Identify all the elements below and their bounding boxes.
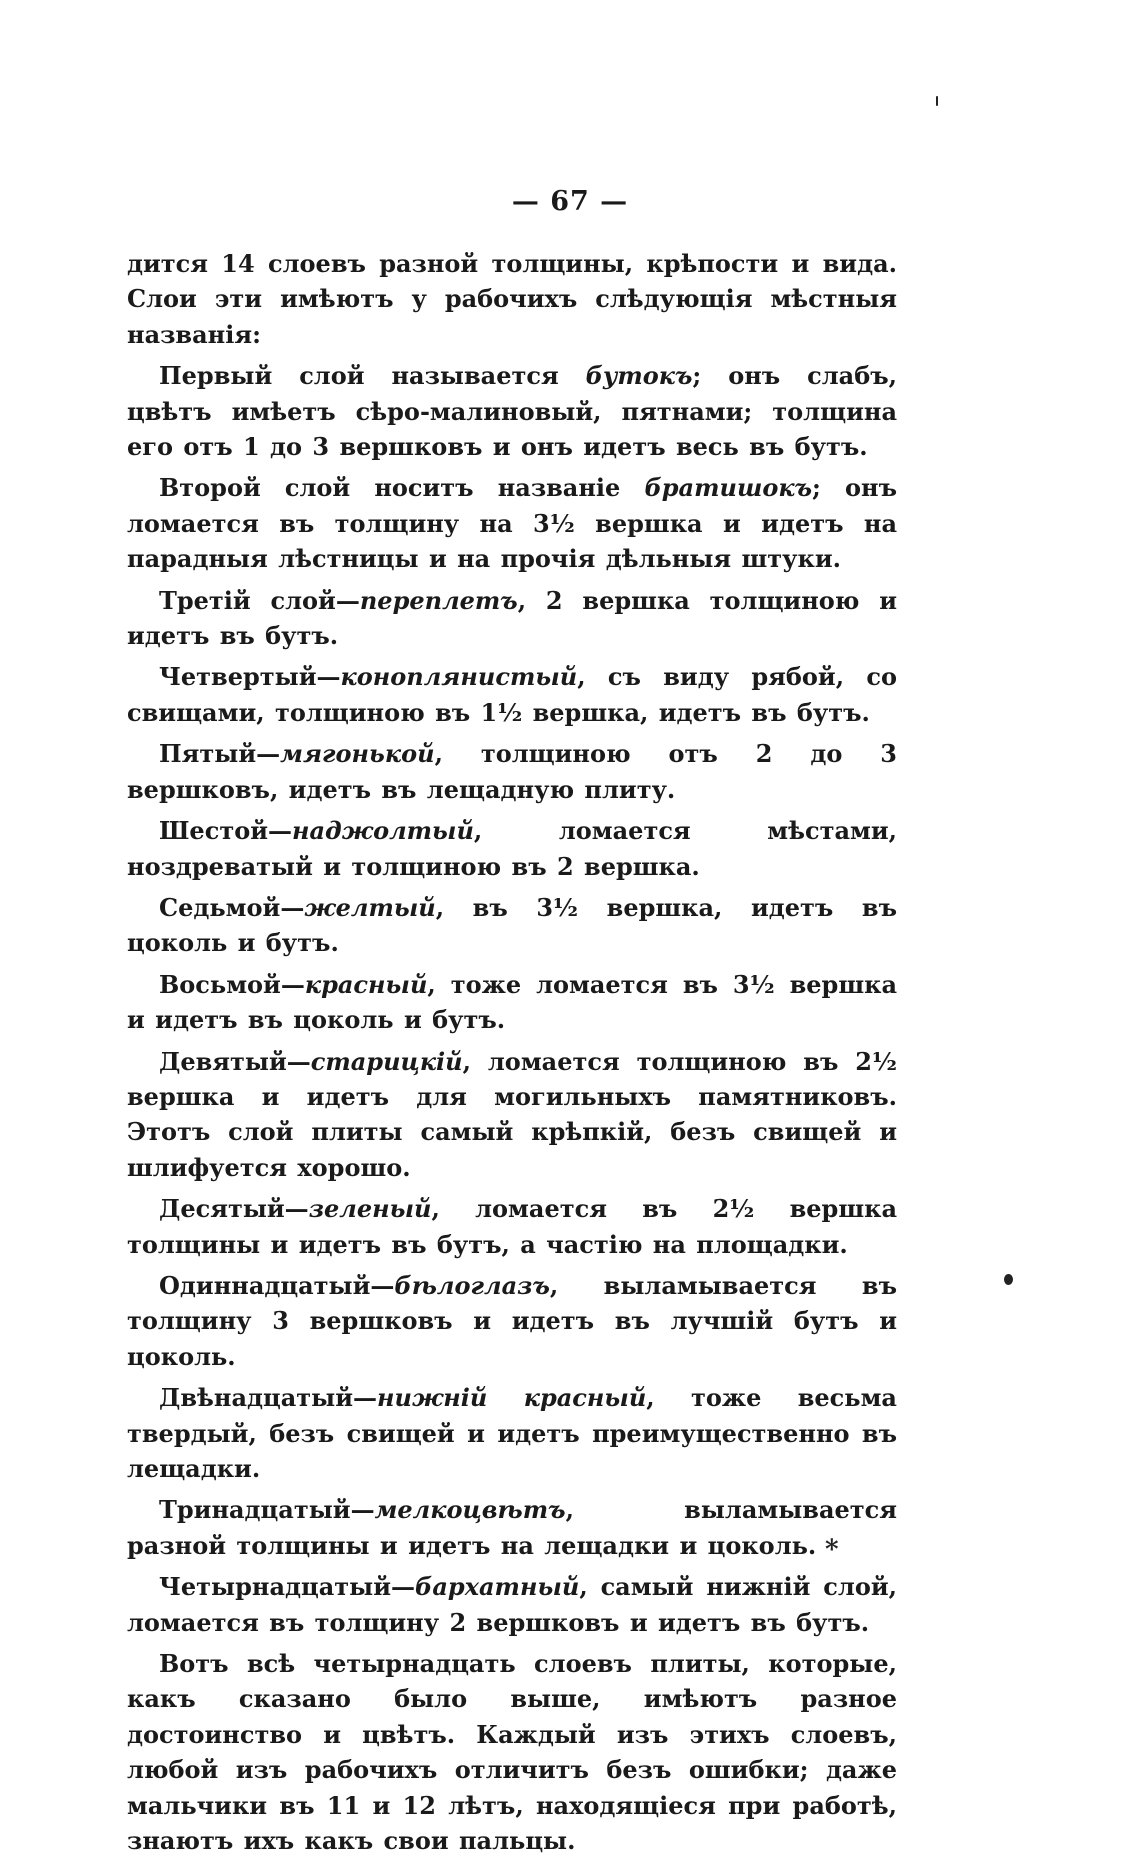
paragraph-layer-2: Второй слой носитъ названіе братишокъ; онъ ломается въ толщину на 3½ вершка и идетъ на парадныя лѣстницы и на прочія дѣльныя штуки. [127, 473, 898, 574]
layer-name: бѣлоглазъ [394, 1270, 550, 1300]
layer-name: нижній красный [377, 1383, 647, 1413]
paragraph-layer-8: Восьмой—красный, тоже ломается въ 3½ вершка и идетъ въ цоколь и бутъ. [127, 969, 897, 1035]
page-number: — 67 — [511, 186, 629, 217]
layer-name: братишокъ [644, 473, 813, 503]
layer-name: старицкій [310, 1046, 463, 1076]
paragraph-layer-10: Десятый—зеленый, ломается въ 2½ вершка толщины и идетъ въ бутъ, а частію на площадки. [127, 1194, 897, 1259]
paragraph-layer-9: Девятый—старицкій, ломается толщиною въ 2½ вершка и идетъ для могильныхъ памятниковъ. Этотъ слой плиты самый крѣпкій, безъ свищей и шлифуется хорошо. [127, 1046, 897, 1182]
layer-name: наджолтый [292, 816, 474, 846]
paragraph-layer-12: Двѣнадцатый—нижній красный, тоже весьма твердый, безъ свищей и идетъ преимущественно въ лещадки. [127, 1383, 897, 1483]
ink-speck [1004, 1274, 1013, 1285]
paragraph-layer-11: Одиннадцатый—бѣлоглазъ, выламывается въ толщину 3 вершковъ и идетъ въ лучшій бутъ и цоколь. [127, 1270, 897, 1371]
ink-speck [936, 96, 938, 106]
asterisk-mark-icon: * [825, 1535, 839, 1565]
layer-name: коноплянистый [340, 662, 578, 692]
paragraph-layer-13: Тринадцатый—мелкоцвѣтъ, выламывается разной толщины и идетъ на лещадки и цоколь. [127, 1495, 897, 1560]
paragraph-layer-1: Первый слой называется бутокъ; онъ слабъ, цвѣтъ имѣетъ сѣро-малиновый, пятнами; толщина его отъ 1 до 3 вершковъ и онъ идетъ весь въ бутъ. [127, 361, 897, 462]
layer-name: бутокъ [585, 361, 693, 391]
layer-name: бархатный [415, 1572, 580, 1602]
layer-name: зеленый [308, 1194, 432, 1224]
body-text [127, 246, 897, 1864]
paragraph-layer-7: Седьмой—желтый, въ 3½ вершка, идетъ въ цоколь и бутъ. [127, 892, 897, 958]
paragraph-layer-6: Шестой—наджолтый, ломается мѣстами, ноздреватый и толщиною въ 2 вершка. [127, 816, 897, 881]
paragraph-summary: Вотъ всѣ четырнадцать слоевъ плиты, которые, какъ сказано было выше, имѣютъ разное достоинство и цвѣтъ. Каждый изъ этихъ слоевъ, любой изъ рабочихъ отличитъ безъ ошибки; даже мальчики въ 11 и 12 лѣтъ, находящіеся при работѣ, знаютъ ихъ какъ свои пальцы. [127, 1649, 897, 1856]
paragraph-layer-5: Пятый—мягонькой, толщиною отъ 2 до 3 вершковъ, идетъ въ лещадную плиту. [127, 739, 897, 804]
paragraph-layer-3: Третій слой—переплетъ, 2 вершка толщиною и идетъ въ бутъ. [127, 585, 897, 651]
layer-name: мягонькой [280, 739, 435, 769]
layer-name: мелкоцвѣтъ [374, 1495, 566, 1525]
paragraph-layer-14: Четырнадцатый—бархатный, самый нижній слой, ломается въ толщину 2 вершковъ и идетъ въ бутъ. [127, 1572, 897, 1637]
paragraph-intro: дится 14 слоевъ разной толщины, крѣпости и вида. Слои эти имѣютъ у рабочихъ слѣдующія мѣстныя названія: [127, 249, 897, 349]
layer-name: красный [304, 969, 428, 999]
paragraph-layer-4: Четвертый—коноплянистый, съ виду рябой, со свищами, толщиною въ 1½ вершка, идетъ въ бутъ. [127, 662, 897, 727]
layer-name: переплетъ [359, 585, 518, 615]
layer-name: желтый [304, 892, 436, 922]
